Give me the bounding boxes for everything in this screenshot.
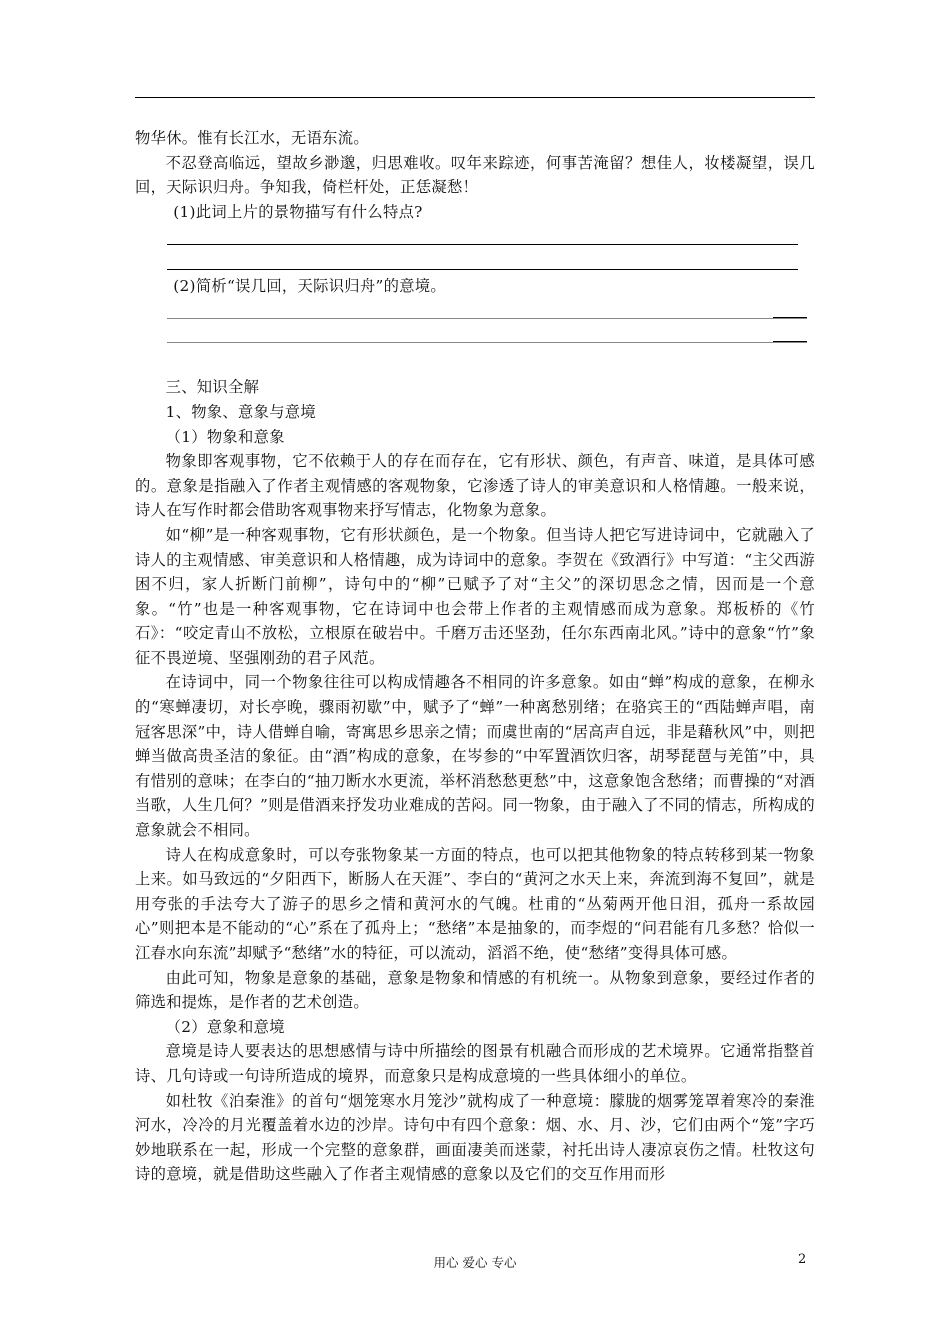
answer-line	[135, 323, 815, 348]
paragraph: 诗人在构成意象时，可以夸张物象某一方面的特点，也可以把其他物象的特点转移到某一物象上来。如马致远的“夕阳西下，断肠人在天涯”、李白的“黄河之水天上来，奔流到海不复回”，就是用夸张的手法夸大了游子的思乡之情和黄河水的气魄。杜甫的“丛菊两开他日泪，孤舟一系故园心”则把本是不能动的“心”系在了孤舟上；“愁绪”本是抽象的，而李煜的“问君能有几多愁？恰似一江春水向东流”却赋予“愁绪”水的特征，可以流动，滔滔不绝，使“愁绪”变得具体可感。	[135, 845, 815, 962]
answer-line	[135, 298, 815, 323]
paragraph: 意境是诗人要表达的思想感情与诗中所描绘的图景有机融合而形成的艺术境界。它通常指整首诗、几句诗或一句诗所造成的境界，而意象只是构成意境的一些具体细小的单位。	[135, 1042, 815, 1085]
document-body	[135, 126, 815, 1187]
section-heading: 三、知识全解	[165, 378, 260, 397]
poem-line-2: 不忍登高临远，望故乡渺邈，归思难收。叹年来踪迹，何事苦淹留？想佳人，妆楼凝望，误几回，天际识归舟。争知我，倚栏杆处，正恁凝愁！	[135, 153, 815, 197]
paragraph: 物象即客观事物，它不依赖于人的存在而存在，它有形状、颜色，有声音、味道，是具体可感的。意象是指融入了作者主观情感的客观物象，它渗透了诗人的审美意识和人格情趣。一般来说，诗人在写作时都会借助客观事物来抒写情志，化物象为意象。	[135, 452, 815, 520]
paragraph: 由此可知，物象是意象的基础，意象是物象和情感的有机统一。从物象到意象，要经过作者的筛选和提炼，是作者的艺术创造。	[135, 968, 815, 1012]
question-2: (2)简析“误几回，天际识归舟”的意境。	[173, 276, 447, 295]
subsection-heading: 1、物象、意象与意境	[165, 402, 316, 421]
subsection-heading-1: （1）物象和意象	[165, 427, 285, 446]
question-1: (1)此词上片的景物描写有什么特点?	[173, 202, 423, 221]
subsection-heading-2: （2）意象和意境	[165, 1017, 285, 1036]
footer-text: 用心 爱心 专心	[433, 1255, 517, 1270]
poem-line-1: 物华休。惟有长江水，无语东流。	[135, 129, 369, 147]
answer-line	[135, 249, 815, 274]
page-number: 2	[798, 1252, 807, 1267]
paragraph: 如杜牧《泊秦淮》的首句“烟笼寒水月笼沙”就构成了一种意境：朦胧的烟雾笼罩着寒冷的秦淮河水，冷冷的月光覆盖着水边的沙岸。诗句中有四个意象：烟、水、月、沙，它们由两个“笼”字巧妙地联系在一起，形成一个完整的意象群，画面凄美而迷蒙，衬托出诗人凄凉哀伤之情。杜牧这句诗的意境，就是借助这些融入了作者主观情感的意象以及它们的交互作用而形	[135, 1091, 815, 1184]
paragraph: 如“柳”是一种客观事物，它有形状颜色，是一个物象。但当诗人把它写进诗词中，它就融入了诗人的主观情感、审美意识和人格情趣，成为诗词中的意象。李贺在《致酒行》中写道：“主父西游困不归，家人折断门前柳”，诗句中的“柳”已赋予了对“主父”的深切思念之情，因而是一个意象。“竹”也是一种客观事物，它在诗词中也会带上作者的主观情感而成为意象。郑板桥的《竹石》：“咬定青山不放松，立根原在破岩中。千磨万击还坚劲，任尔东西南北风。”诗中的意象“竹”象征不畏逆境、坚强刚劲的君子风范。	[135, 525, 815, 667]
paragraph: 在诗词中，同一个物象往往可以构成情趣各不相同的许多意象。如由“蝉”构成的意象，在柳永的“寒蝉凄切，对长亭晚，骤雨初歇”中，赋予了“蝉”一种离愁别绪；在骆宾王的“西陆蝉声唱，南冠客思深”中，诗人借蝉自喻，寄寓思乡思亲之情；而虞世南的“居高声自远，非是藉秋风”中，则把蝉当做高贵圣洁的象征。由“酒”构成的意象，在岑参的“中军置酒饮归客，胡琴琵琶与羌笛”中，具有惜别的意味；在李白的“抽刀断水水更流，举杯消愁愁更愁”中，这意象饱含愁绪；而曹操的“对酒当歌，人生几何？”则是借酒来抒发功业难成的苦闷。同一物象，由于融入了不同的情志，所构成的意象就会不相同。	[135, 673, 815, 840]
answer-line	[135, 224, 815, 249]
header-rule	[135, 97, 815, 98]
